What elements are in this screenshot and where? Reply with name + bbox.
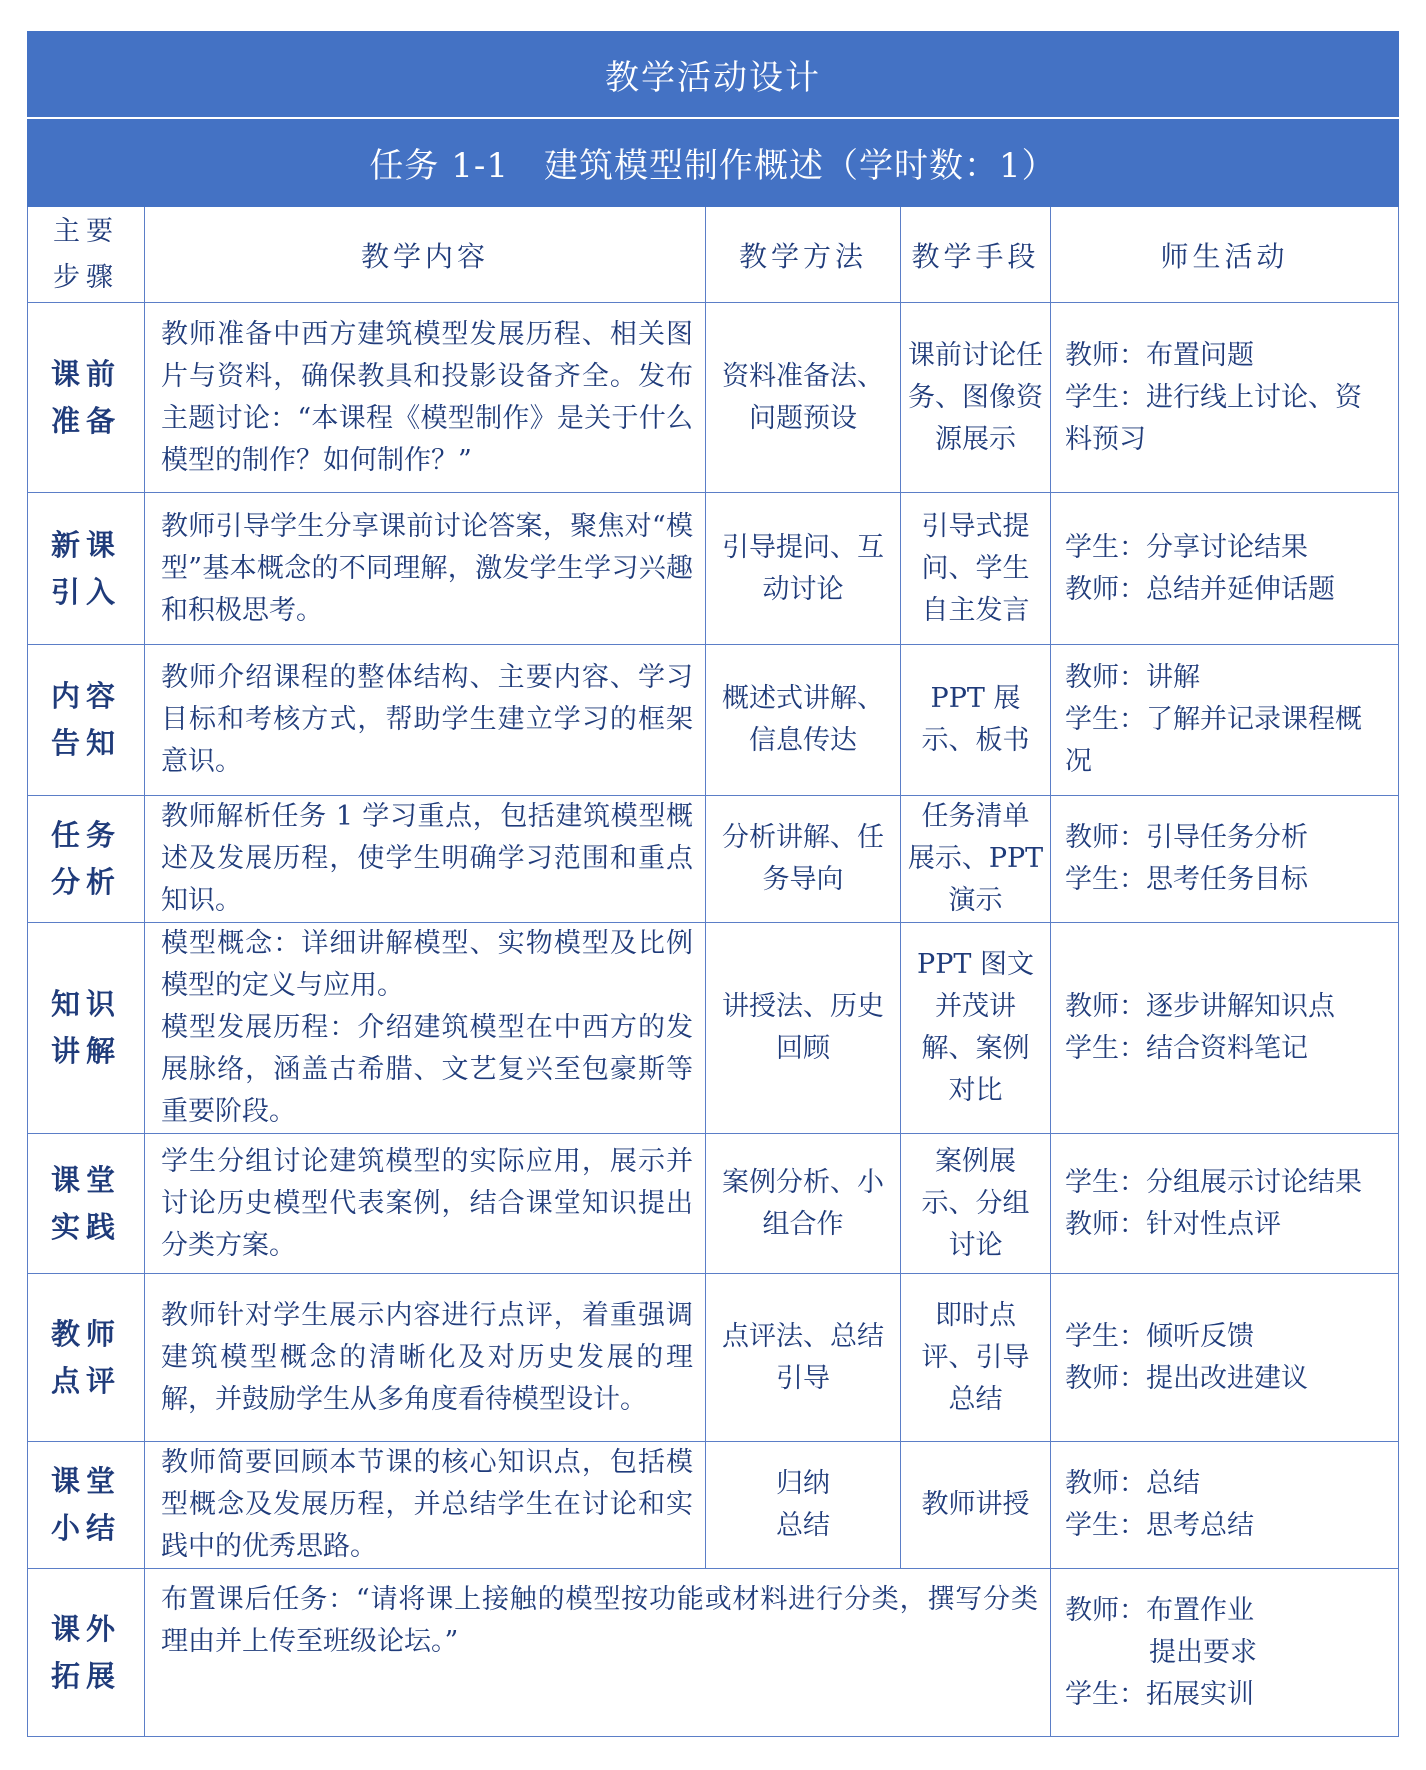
header-content: 教学内容 — [145, 207, 706, 303]
content-cell: 布置课后任务：“请将课上接触的模型按功能或材料进行分类，撰写分类理由并上传至班级论坛。” — [145, 1569, 1051, 1737]
method-cell: 概述式讲解、 信息传达 — [706, 645, 901, 796]
header-step: 主要 步骤 — [28, 207, 145, 303]
table-row — [28, 645, 1399, 796]
header-means: 教学手段 — [901, 207, 1051, 303]
activity-cell: 学生：倾听反馈 教师：提出改进建议 — [1051, 1274, 1399, 1442]
table-row — [28, 796, 1399, 923]
step-cell: 课前 准备 — [28, 303, 145, 493]
step-cell: 教师 点评 — [28, 1274, 145, 1442]
method-cell: 资料准备法、 问题预设 — [706, 303, 901, 493]
method-cell: 讲授法、历史 回顾 — [706, 923, 901, 1134]
content-cell: 教师针对学生展示内容进行点评，着重强调建筑模型概念的清晰化及对历史发展的理解，并鼓励学生从多角度看待模型设计。 — [145, 1274, 706, 1442]
table-row — [28, 1134, 1399, 1274]
table-row-extension — [28, 1569, 1399, 1737]
method-cell: 归纳 总结 — [706, 1442, 901, 1569]
lesson-plan-table — [27, 31, 1399, 1737]
step-cell: 内容 告知 — [28, 645, 145, 796]
task-subtitle: 任务 1-1 建筑模型制作概述（学时数：1） — [28, 118, 1399, 207]
method-cell: 点评法、总结 引导 — [706, 1274, 901, 1442]
step-cell: 课堂 实践 — [28, 1134, 145, 1274]
content-cell: 教师简要回顾本节课的核心知识点，包括模型概念及发展历程，并总结学生在讨论和实践中的优秀思路。 — [145, 1442, 706, 1569]
means-cell: 教师讲授 — [901, 1442, 1051, 1569]
method-cell: 分析讲解、任 务导向 — [706, 796, 901, 923]
table-row — [28, 923, 1399, 1134]
table-row — [28, 1442, 1399, 1569]
step-cell: 课外 拓展 — [28, 1569, 145, 1737]
table-title: 教学活动设计 — [28, 32, 1399, 119]
activity-cell: 学生：分组展示讨论结果 教师：针对性点评 — [1051, 1134, 1399, 1274]
content-cell: 学生分组讨论建筑模型的实际应用，展示并讨论历史模型代表案例，结合课堂知识提出分类方案。 — [145, 1134, 706, 1274]
activity-cell: 教师：布置作业 提出要求 学生：拓展实训 — [1051, 1569, 1399, 1737]
method-cell: 引导提问、互 动讨论 — [706, 493, 901, 645]
table-row — [28, 493, 1399, 645]
table-row — [28, 1274, 1399, 1442]
step-cell: 课堂 小结 — [28, 1442, 145, 1569]
content-cell: 教师引导学生分享课前讨论答案，聚焦对“模型”基本概念的不同理解，激发学生学习兴趣和积极思考。 — [145, 493, 706, 645]
content-cell: 模型概念：详细讲解模型、实物模型及比例模型的定义与应用。 模型发展历程：介绍建筑模型在中西方的发展脉络，涵盖古希腊、文艺复兴至包豪斯等重要阶段。 — [145, 923, 706, 1134]
step-cell: 任务 分析 — [28, 796, 145, 923]
means-cell: 即时点 评、引导 总结 — [901, 1274, 1051, 1442]
content-cell: 教师介绍课程的整体结构、主要内容、学习目标和考核方式，帮助学生建立学习的框架意识。 — [145, 645, 706, 796]
header-method: 教学方法 — [706, 207, 901, 303]
header-activity: 师生活动 — [1051, 207, 1399, 303]
activity-cell: 教师：逐步讲解知识点 学生：结合资料笔记 — [1051, 923, 1399, 1134]
means-cell: 引导式提 问、学生 自主发言 — [901, 493, 1051, 645]
means-cell: 课前讨论任 务、图像资 源展示 — [901, 303, 1051, 493]
means-cell: PPT 展 示、板书 — [901, 645, 1051, 796]
activity-cell: 学生：分享讨论结果 教师：总结并延伸话题 — [1051, 493, 1399, 645]
activity-cell: 教师：总结 学生：思考总结 — [1051, 1442, 1399, 1569]
activity-cell: 教师：引导任务分析 学生：思考任务目标 — [1051, 796, 1399, 923]
step-cell: 新课 引入 — [28, 493, 145, 645]
activity-cell: 教师：布置问题 学生：进行线上讨论、资料预习 — [1051, 303, 1399, 493]
lesson-plan-document — [27, 31, 1398, 1737]
method-cell: 案例分析、小 组合作 — [706, 1134, 901, 1274]
table-row — [28, 303, 1399, 493]
content-cell: 教师准备中西方建筑模型发展历程、相关图片与资料，确保教具和投影设备齐全。发布主题讨论：“本课程《模型制作》是关于什么模型的制作？如何制作？” — [145, 303, 706, 493]
header-row — [28, 207, 1399, 303]
means-cell: PPT 图文 并茂讲 解、案例 对比 — [901, 923, 1051, 1134]
means-cell: 任务清单 展示、PPT 演示 — [901, 796, 1051, 923]
activity-cell: 教师：讲解 学生：了解并记录课程概况 — [1051, 645, 1399, 796]
content-cell: 教师解析任务 1 学习重点，包括建筑模型概述及发展历程，使学生明确学习范围和重点知识。 — [145, 796, 706, 923]
step-cell: 知识 讲解 — [28, 923, 145, 1134]
means-cell: 案例展 示、分组 讨论 — [901, 1134, 1051, 1274]
